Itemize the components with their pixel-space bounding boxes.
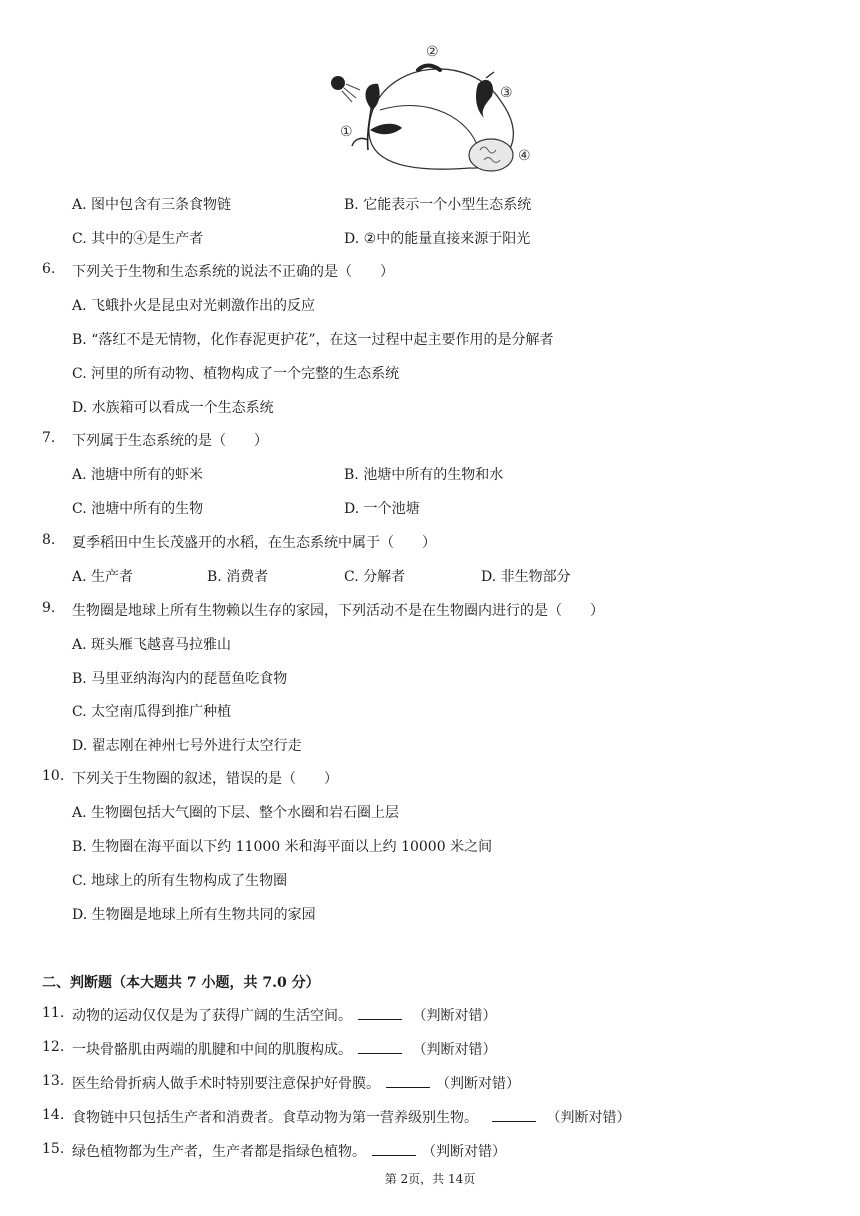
q12-number: 12.	[42, 1039, 65, 1055]
q9-option-d: D. 翟志刚在神州七号外进行太空行走	[72, 738, 302, 754]
q13-text: 医生给骨折病人做手术时特别要注意保护好骨膜。 （判断对错）	[72, 1076, 520, 1092]
q10-number: 10.	[42, 768, 65, 784]
q8-option-b: B. 消费者	[207, 569, 269, 585]
q7-option-a: A. 池塘中所有的虾米	[72, 467, 204, 483]
q8-option-c: C. 分解者	[344, 569, 406, 585]
q7-option-d: D. 一个池塘	[344, 501, 420, 517]
q11-text: 动物的运动仅仅是为了获得广阔的生活空间。 （判断对错）	[72, 1008, 497, 1024]
q11-number: 11.	[42, 1005, 65, 1021]
q5-option-d: D. ②中的能量直接来源于阳光	[344, 231, 531, 247]
q8-option-a: A. 生产者	[72, 569, 134, 585]
q10-option-d: D. 生物圈是地球上所有生物共同的家园	[72, 907, 316, 923]
q9-option-a: A. 斑头雁飞越喜马拉雅山	[72, 637, 232, 653]
q8-option-d: D. 非生物部分	[481, 569, 571, 585]
plant-icon	[352, 84, 402, 150]
q5-option-a: A. 图中包含有三条食物链	[72, 197, 232, 213]
q10-option-c: C. 地球上的所有生物构成了生物圈	[72, 873, 288, 889]
ecosystem-diagram	[0, 40, 860, 220]
sun-icon	[331, 76, 360, 102]
q9-option-c: C. 太空南瓜得到推广种植	[72, 704, 232, 720]
q9-stem: 生物圈是地球上所有生物赖以生存的家园，下列活动不是在生物圈内进行的是（ ）	[72, 603, 604, 619]
q15-number: 15.	[42, 1141, 65, 1157]
answer-blank[interactable]	[386, 1075, 430, 1088]
answer-blank[interactable]	[358, 1041, 402, 1054]
q5-option-b: B. 它能表示一个小型生态系统	[344, 197, 532, 213]
q9-number: 9.	[42, 600, 56, 616]
label-1: ①	[340, 124, 353, 140]
label-3: ③	[500, 85, 513, 101]
q10-option-b: B. 生物圈在海平面以下约 11000 米和海平面以上约 10000 米之间	[72, 839, 493, 855]
q7-option-c: C. 池塘中所有的生物	[72, 501, 204, 517]
q13-number: 13.	[42, 1073, 65, 1089]
q9-option-b: B. 马里亚纳海沟内的琵琶鱼吃食物	[72, 671, 288, 687]
q6-number: 6.	[42, 261, 56, 277]
q6-option-b: B. “落红不是无情物，化作春泥更护花”，在这一过程中起主要作用的是分解者	[72, 332, 554, 348]
q6-option-d: D. 水族箱可以看成一个生态系统	[72, 400, 274, 416]
q10-option-a: A. 生物圈包括大气圈的下层、整个水圈和岩石圈上层	[72, 805, 400, 821]
answer-blank[interactable]	[372, 1143, 416, 1156]
q12-text: 一块骨骼肌由两端的肌腱和中间的肌腹构成。 （判断对错）	[72, 1042, 497, 1058]
q15-text: 绿色植物都为生产者，生产者都是指绿色植物。 （判断对错）	[72, 1144, 506, 1160]
answer-blank[interactable]	[492, 1109, 536, 1122]
answer-blank[interactable]	[358, 1007, 402, 1020]
q6-stem: 下列关于生物和生态系统的说法不正确的是（ ）	[72, 264, 394, 280]
section-title: 二、判断题（本大题共 7 小题，共 7.0 分）	[42, 975, 320, 991]
q14-text: 食物链中只包括生产者和消费者。食草动物为第一营养级别生物。 （判断对错）	[72, 1110, 631, 1126]
q7-number: 7.	[42, 430, 56, 446]
q10-stem: 下列关于生物圈的叙述，错误的是（ ）	[72, 771, 338, 787]
q7-option-b: B. 池塘中所有的生物和水	[344, 467, 504, 483]
q8-stem: 夏季稻田中生长茂盛开的水稻，在生态系统中属于（ ）	[72, 535, 436, 551]
q14-number: 14.	[42, 1107, 65, 1123]
q7-stem: 下列属于生态系统的是（ ）	[72, 433, 268, 449]
q5-option-c: C. 其中的④是生产者	[72, 231, 204, 247]
decomposer-icon	[469, 139, 513, 171]
label-4: ④	[518, 148, 531, 164]
page-footer: 第 2页，共 14页	[384, 1172, 476, 1186]
q6-option-c: C. 河里的所有动物、植物构成了一个完整的生态系统	[72, 366, 400, 382]
q8-number: 8.	[42, 532, 56, 548]
q6-option-a: A. 飞蛾扑火是昆虫对光刺激作出的反应	[72, 298, 316, 314]
label-2: ②	[426, 44, 439, 60]
